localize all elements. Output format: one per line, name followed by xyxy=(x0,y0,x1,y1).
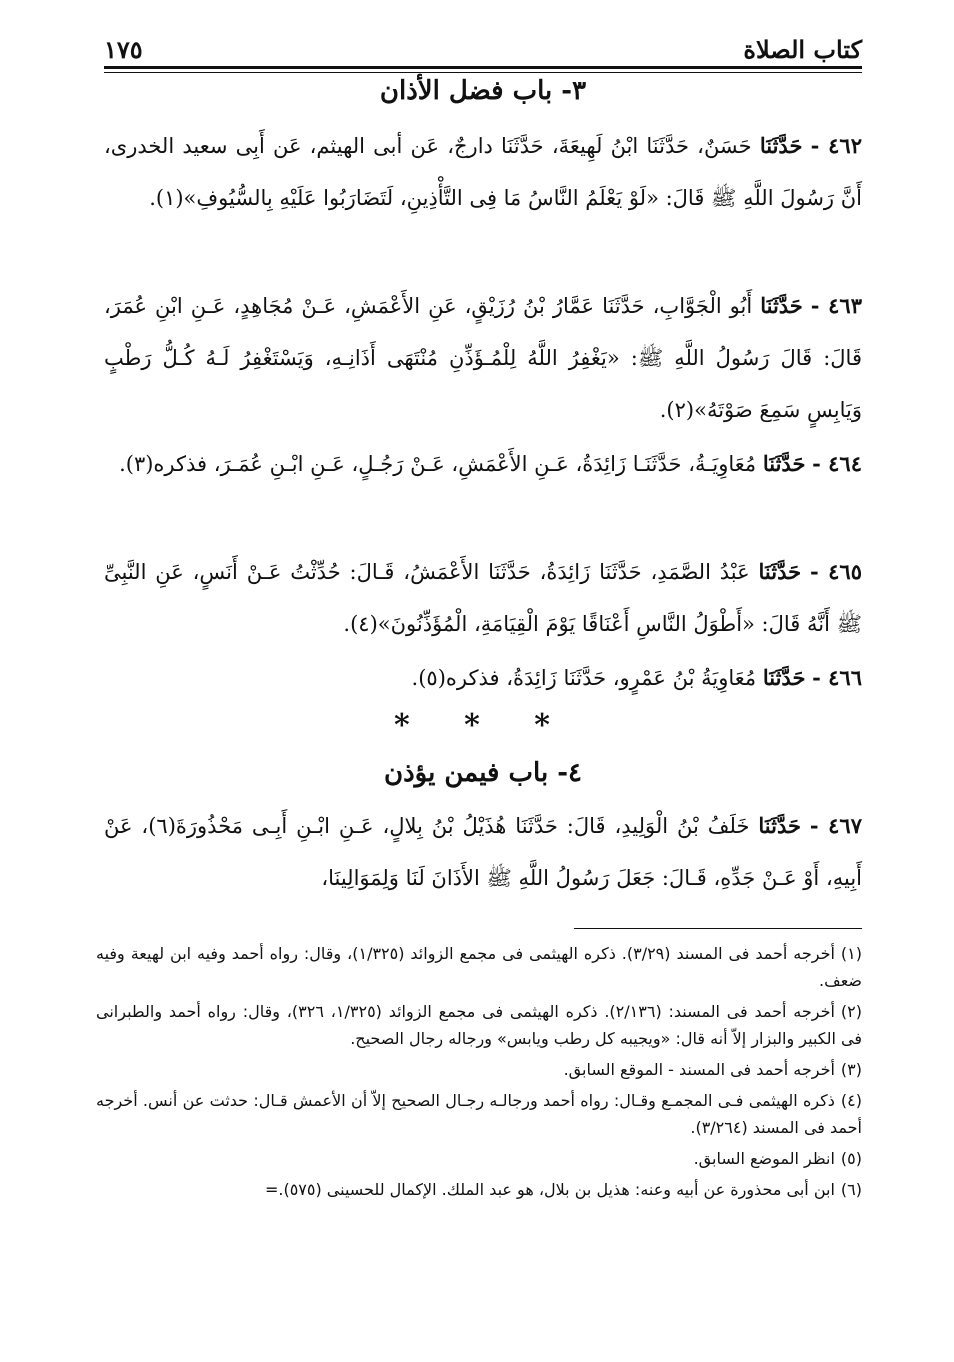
footnote-text: ابن أبى محذورة عن أبيه وعنه: هذيل بن بلال، هو عبد الملك. الإكمال للحسينى (٥٧٥).= xyxy=(264,1180,835,1199)
footnote-3 xyxy=(96,1056,862,1083)
footnote-number: (٦) xyxy=(840,1180,862,1199)
hadith-opener: حَدَّثَنَا xyxy=(760,293,803,318)
hadith-text: مُعَاوِيَةُ بْنُ عَمْرٍو، حَدَّثَنَا زَائِدَةُ، فذكره(٥). xyxy=(411,666,757,690)
hadith-opener: حَدَّثَنَا xyxy=(758,813,801,838)
footnotes xyxy=(96,940,862,1207)
section-separator: * * * xyxy=(394,708,572,743)
hadith-opener: حَدَّثَنَا xyxy=(762,451,806,476)
hadith-467 xyxy=(104,800,862,904)
hadith-text: أَبُو الْجَوَّابِ، حَدَّثَنَا عَمَّارُ بْنُ رُزَيْقٍ، عَنِ الأَعْمَشِ، عَـنْ مُجَاهِدٍ، عَـنِ ابْنِ عُمَرَ، قَالَ: قَالَ رَسُولُ اللَّهِ ﷺ: «يَغْفِرُ اللَّهُ لِلْمُـؤَذِّنِ مُنْتَهَى أَذَانِـهِ، وَيَسْتَغْفِرُ لَـهُ كُـلُّ رَطْبٍ وَيَابِسٍ سَمِعَ صَوْتَهُ»(٢). xyxy=(104,294,862,422)
hadith-464 xyxy=(104,438,862,490)
section-title-adhan-virtue: ٣- باب فضل الأذان xyxy=(379,76,587,106)
hadith-text: مُعَاوِيَـةُ، حَدَّثَنَـا زَائِدَةُ، عَـنِ الأَعْمَشِ، عَـنْ رَجُـلٍ، عَـنِ ابْـنِ عُمَـرَ، فذكره(٣). xyxy=(119,452,757,476)
hadith-466 xyxy=(104,652,862,704)
footnote-6 xyxy=(96,1176,862,1203)
footnote-number: (٣) xyxy=(840,1060,862,1079)
footnote-rule xyxy=(574,928,862,929)
footnote-2 xyxy=(96,998,862,1052)
hadith-number: ٤٦٣ - xyxy=(810,293,862,318)
hadith-number: ٤٦٦ - xyxy=(812,665,862,690)
hadith-text: عَبْدُ الصَّمَدِ، حَدَّثَنَا زَائِدَةُ، حَدَّثَنَا الأَعْمَشُ، قَـالَ: حُدِّثْتُ عَـنْ أَنَسٍ، عَنِ النَّبِىِّ ﷺ أَنَّهُ قَالَ: «أَطْوَلُ النَّاسِ أَعْنَاقًا يَوْمَ الْقِيَامَةِ، الْمُؤَذِّنُونَ»(٤). xyxy=(104,560,862,636)
footnote-text: أخرجه أحمد فى المسند - الموقع السابق. xyxy=(563,1060,835,1079)
hadith-opener: حَدَّثَنَا xyxy=(762,665,806,690)
hadith-465 xyxy=(104,546,862,650)
running-header xyxy=(104,26,862,64)
hadith-462 xyxy=(104,120,862,224)
hadith-463 xyxy=(104,280,862,436)
footnote-text: انظر الموضع السابق. xyxy=(693,1149,835,1168)
hadith-opener: حَدَّثَنَا xyxy=(758,559,802,584)
hadith-text: حَسَنٌ، حَدَّثَنَا ابْنُ لَهِيعَةَ، حَدَّثَنَا دارجٌ، عَن أبى الهيثم، عَن أَبِى سعيد الخدرى، أَنَّ رَسُولَ اللَّهِ ﷺ قَالَ: «لَوْ يَعْلَمُ النَّاسُ مَا فِى التَّأْذِينِ، لَتَضَارَبُوا عَلَيْهِ بِالسُّيُوفِ»(١). xyxy=(104,134,862,210)
hadith-number: ٤٦٢ - xyxy=(810,133,862,158)
footnote-number: (٢) xyxy=(840,1002,862,1021)
hadith-opener: حَدَّثَنَا xyxy=(759,133,803,158)
footnote-text: ذكره الهيثمى فـى المجمـع وقـال: رواه أحمد ورجالـه رجـال الصحيح إلاّ أن الأعمش قـال: حدثت عن أنس. أخرجه أحمد فى المسند (٣/٢٦٤). xyxy=(96,1091,862,1137)
footnote-number: (١) xyxy=(840,944,862,963)
footnote-text: أخرجه أحمد فى المسند: (٢/١٣٦). ذكره الهيثمى فى مجمع الزوائد (١/٣٢٥، ٣٢٦)، وقال: رواه أحمد والطبرانى فى الكبير والبزار إلاّ أنه قال: «ويجيبه كل رطب ويابس» ورجاله رجال الصحيح. xyxy=(96,1002,862,1048)
section-title-who-calls: ٤- باب فيمن يؤذن xyxy=(384,758,582,788)
footnote-number: (٥) xyxy=(840,1149,862,1168)
footnote-number: (٤) xyxy=(840,1091,862,1110)
page-number: ١٧٥ xyxy=(104,35,143,64)
book-title: كتاب الصلاة xyxy=(743,35,862,64)
footnote-text: أخرجه أحمد فى المسند (٣/٢٩). ذكره الهيثمى فى مجمع الزوائد (١/٣٢٥)، وقال: رواه أحمد وفيه ابن لهيعة وفيه ضعف. xyxy=(96,944,862,990)
footnote-5 xyxy=(96,1145,862,1172)
hadith-number: ٤٦٤ - xyxy=(812,451,862,476)
hadith-number: ٤٦٥ - xyxy=(809,559,862,584)
hadith-number: ٤٦٧ - xyxy=(809,813,862,838)
header-rule xyxy=(104,66,862,73)
footnote-1 xyxy=(96,940,862,994)
footnote-4 xyxy=(96,1087,862,1141)
hadith-text: خَلَفُ بْنُ الْوَلِيدِ، قَالَ: حَدَّثَنَا هُذَيْلُ بْنُ بِلالٍ، عَـنِ ابْـنِ أَبِـى مَحْذُورَةَ(٦)، عَنْ أَبِيهِ، أَوْ عَـنْ جَدِّهِ، قَـالَ: جَعَلَ رَسُولُ اللَّهِ ﷺ الأَذَانَ لَنَا وَلِمَوَالِينَا، xyxy=(104,814,862,890)
